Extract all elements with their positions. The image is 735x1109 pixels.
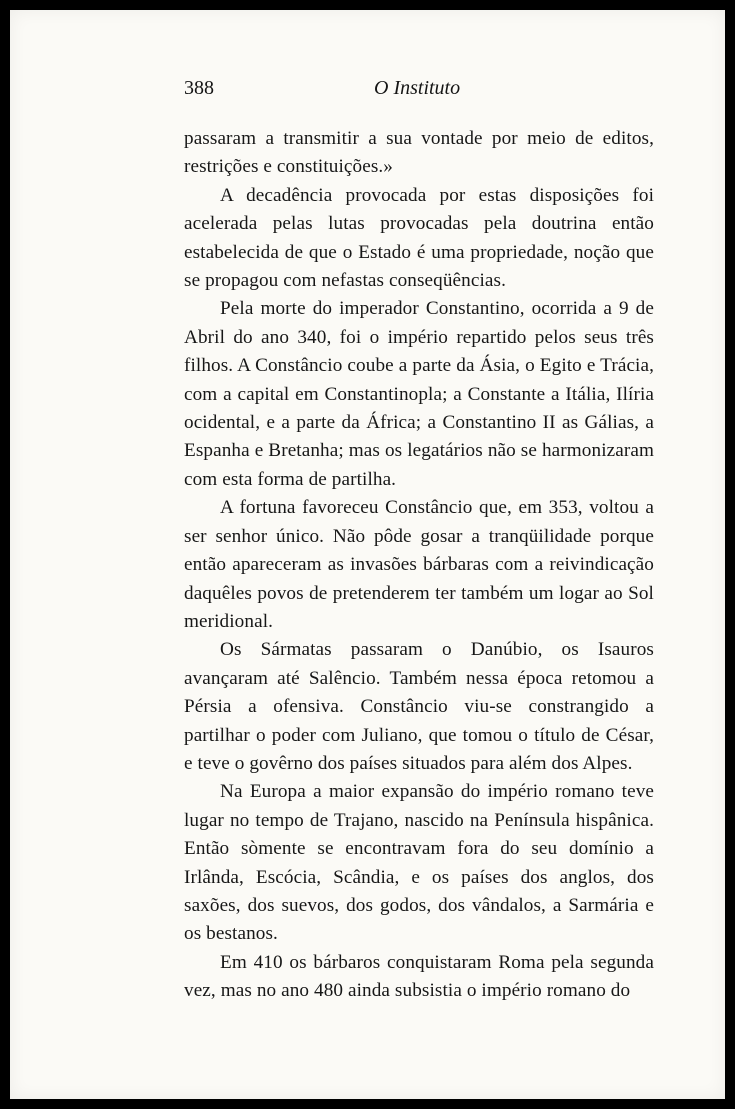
scanned-page: [10, 10, 725, 1099]
page-header: [184, 77, 654, 107]
body-text: [184, 125, 654, 1006]
running-title: O Instituto: [374, 77, 461, 99]
paragraph-rome-conquest: Em 410 os bárbaros conquistaram Roma pela segunda vez, mas no ano 480 ainda subsistia o império romano do: [184, 951, 654, 1002]
page-number: 388: [184, 77, 214, 99]
paragraph-constantius-fortune: A fortuna favoreceu Constâncio que, em 353, voltou a ser senhor único. Não pôde gosar a tranqüilidade porque então apareceram as invasões bárbaras com a reivindicação daquêles povos de pretenderem ter também um logar ao Sol meridional.: [184, 497, 654, 632]
paragraph-constantine-death: Pela morte do imperador Constantino, ocorrida a 9 de Abril do ano 340, foi o império repartido pelos seus três filhos. A Constâncio coube a parte da Ásia, o Egito e Trácia, com a capital em Constantinopla; a Constante a Itália, Ilíria ocidental, e a parte da África; a Constantino II as Gálias, a Espanha e Bretanha; mas os legatários não se harmonizaram com esta forma de partilha.: [184, 298, 654, 490]
paragraph-continuation: passaram a transmitir a sua vontade por meio de editos, restrições e constituições.»: [184, 128, 654, 178]
paragraph-sarmatians: Os Sármatas passaram o Danúbio, os Isauros avançaram até Salêncio. Também nessa época retomou a Pérsia a ofensiva. Constâncio viu-se constrangido a partilhar o poder com Juliano, que tomou o título de César, e teve o govêrno dos países situados para além dos Alpes.: [184, 639, 654, 774]
paragraph-europe-expansion: Na Europa a maior expansão do império romano teve lugar no tempo de Trajano, nascido na Península hispânica. Então sòmente se encontravam fora do seu domínio a Irlânda, Escócia, Scândia, e os países dos anglos, dos saxões, dos suevos, dos godos, dos vândalos, a Sarmária e os bestanos.: [184, 781, 654, 945]
paragraph-decadence: A decadência provocada por estas disposições foi acelerada pelas lutas provocadas pela doutrina então estabelecida de que o Estado é uma propriedade, noção que se propagou com nefastas conseqüências.: [184, 184, 654, 292]
